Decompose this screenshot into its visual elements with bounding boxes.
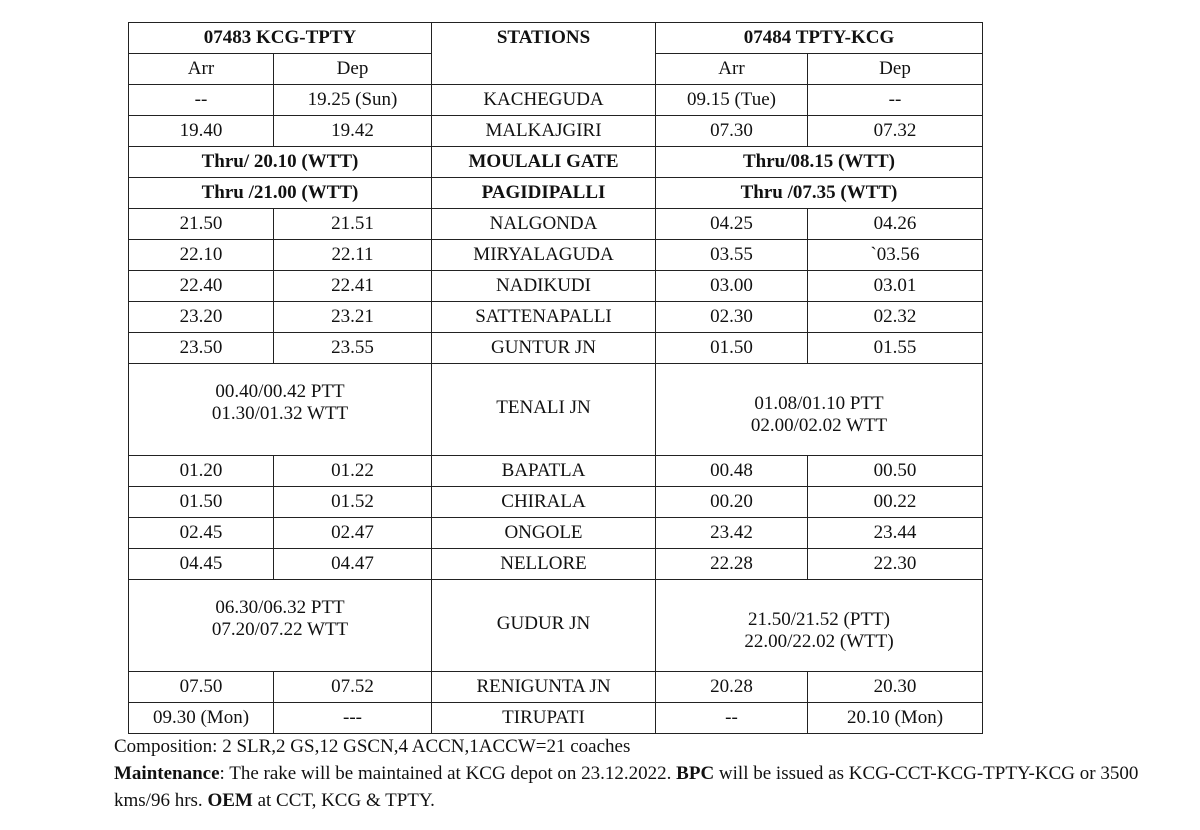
left-combined-times	[129, 364, 432, 456]
left-dep: 22.11	[274, 240, 432, 271]
right-arr: 09.15 (Tue)	[656, 85, 808, 116]
table-row	[129, 333, 983, 364]
right-arr: 04.25	[656, 209, 808, 240]
right-dep: 07.32	[808, 116, 983, 147]
left-arr: 23.20	[129, 302, 274, 333]
left-dep: 04.47	[274, 549, 432, 580]
right-ptt-time: 01.08/01.10 PTT	[754, 392, 884, 414]
station-name: GUDUR JN	[432, 580, 656, 672]
bpc-label: BPC	[676, 763, 715, 784]
right-dep: 04.26	[808, 209, 983, 240]
right-wtt-time: 02.00/02.02 WTT	[750, 414, 888, 436]
table-row	[129, 703, 983, 734]
right-dep: 02.32	[808, 302, 983, 333]
station-name: SATTENAPALLI	[432, 302, 656, 333]
right-through-time: Thru /07.35 (WTT)	[656, 178, 983, 209]
left-dep: 19.25 (Sun)	[274, 85, 432, 116]
table-row	[129, 518, 983, 549]
left-train-header: 07483 KCG-TPTY	[129, 23, 432, 54]
station-name: PAGIDIPALLI	[432, 178, 656, 209]
left-arr: 01.50	[129, 487, 274, 518]
table-row	[129, 549, 983, 580]
left-arr: 21.50	[129, 209, 274, 240]
station-name: GUNTUR JN	[432, 333, 656, 364]
table-row	[129, 672, 983, 703]
table-row	[129, 240, 983, 271]
right-wtt-time: 22.00/22.02 (WTT)	[744, 630, 894, 652]
right-dep: 01.55	[808, 333, 983, 364]
station-name: TENALI JN	[432, 364, 656, 456]
right-arr: 20.28	[656, 672, 808, 703]
left-arr: 23.50	[129, 333, 274, 364]
table-row	[129, 271, 983, 302]
station-name: KACHEGUDA	[432, 85, 656, 116]
left-wtt-time: 01.30/01.32 WTT	[211, 402, 349, 424]
station-name: RENIGUNTA JN	[432, 672, 656, 703]
right-ptt-time: 21.50/21.52 (PTT)	[748, 608, 890, 630]
right-dep: --	[808, 85, 983, 116]
station-name: ONGOLE	[432, 518, 656, 549]
table-row	[129, 116, 983, 147]
table-row	[129, 85, 983, 116]
table-row	[129, 178, 983, 209]
left-dep-header: Dep	[274, 54, 432, 85]
right-train-header: 07484 TPTY-KCG	[656, 23, 983, 54]
left-through-time: Thru/ 20.10 (WTT)	[129, 147, 432, 178]
header-row	[129, 23, 983, 54]
left-arr: 01.20	[129, 456, 274, 487]
left-arr: 22.40	[129, 271, 274, 302]
right-dep-header: Dep	[808, 54, 983, 85]
table-row	[129, 302, 983, 333]
oem-label: OEM	[207, 790, 253, 811]
left-through-time: Thru /21.00 (WTT)	[129, 178, 432, 209]
right-dep: `03.56	[808, 240, 983, 271]
left-arr: 04.45	[129, 549, 274, 580]
station-name: NADIKUDI	[432, 271, 656, 302]
station-name: TIRUPATI	[432, 703, 656, 734]
left-dep: ---	[274, 703, 432, 734]
right-arr: 01.50	[656, 333, 808, 364]
right-arr: --	[656, 703, 808, 734]
right-dep: 20.10 (Mon)	[808, 703, 983, 734]
footer-notes	[114, 733, 1174, 814]
table-row	[129, 209, 983, 240]
left-dep: 19.42	[274, 116, 432, 147]
left-arr: 02.45	[129, 518, 274, 549]
left-dep: 22.41	[274, 271, 432, 302]
stations-header: STATIONS	[432, 23, 656, 85]
right-dep: 00.22	[808, 487, 983, 518]
station-name: NALGONDA	[432, 209, 656, 240]
right-arr: 00.20	[656, 487, 808, 518]
left-dep: 21.51	[274, 209, 432, 240]
left-ptt-time: 06.30/06.32 PTT	[215, 596, 345, 618]
table-row	[129, 147, 983, 178]
left-dep: 23.21	[274, 302, 432, 333]
right-combined-times	[656, 364, 983, 456]
left-arr: 19.40	[129, 116, 274, 147]
bpc-text: will be issued as KCG-CCT-KCG-TPTY-KCG or 3500 kms/96 hrs.	[114, 763, 1139, 811]
left-arr: 09.30 (Mon)	[129, 703, 274, 734]
station-name: MOULALI GATE	[432, 147, 656, 178]
right-arr-header: Arr	[656, 54, 808, 85]
timetable	[128, 22, 983, 734]
right-arr: 00.48	[656, 456, 808, 487]
maintenance-label: Maintenance	[114, 763, 220, 784]
table-row	[129, 487, 983, 518]
right-dep: 03.01	[808, 271, 983, 302]
left-ptt-time: 00.40/00.42 PTT	[215, 380, 345, 402]
left-arr: --	[129, 85, 274, 116]
right-arr: 23.42	[656, 518, 808, 549]
right-combined-times	[656, 580, 983, 672]
maintenance-note	[114, 760, 1174, 814]
oem-text: at CCT, KCG & TPTY.	[252, 790, 435, 811]
right-arr: 03.55	[656, 240, 808, 271]
right-dep: 00.50	[808, 456, 983, 487]
station-name: NELLORE	[432, 549, 656, 580]
station-name: MIRYALAGUDA	[432, 240, 656, 271]
right-arr: 03.00	[656, 271, 808, 302]
station-name: MALKAJGIRI	[432, 116, 656, 147]
maintenance-text: : The rake will be maintained at KCG depot on 23.12.2022.	[219, 763, 677, 784]
left-arr: 22.10	[129, 240, 274, 271]
right-arr: 07.30	[656, 116, 808, 147]
table-row	[129, 456, 983, 487]
right-dep: 22.30	[808, 549, 983, 580]
right-arr: 22.28	[656, 549, 808, 580]
right-dep: 20.30	[808, 672, 983, 703]
left-dep: 02.47	[274, 518, 432, 549]
composition-line: Composition: 2 SLR,2 GS,12 GSCN,4 ACCN,1ACCW=21 coaches	[114, 736, 631, 757]
left-dep: 23.55	[274, 333, 432, 364]
left-wtt-time: 07.20/07.22 WTT	[211, 618, 349, 640]
right-arr: 02.30	[656, 302, 808, 333]
left-dep: 01.22	[274, 456, 432, 487]
left-combined-times	[129, 580, 432, 672]
right-dep: 23.44	[808, 518, 983, 549]
left-arr: 07.50	[129, 672, 274, 703]
table-row	[129, 364, 983, 456]
table-row	[129, 580, 983, 672]
right-through-time: Thru/08.15 (WTT)	[656, 147, 983, 178]
left-arr-header: Arr	[129, 54, 274, 85]
left-dep: 07.52	[274, 672, 432, 703]
station-name: CHIRALA	[432, 487, 656, 518]
station-name: BAPATLA	[432, 456, 656, 487]
left-dep: 01.52	[274, 487, 432, 518]
